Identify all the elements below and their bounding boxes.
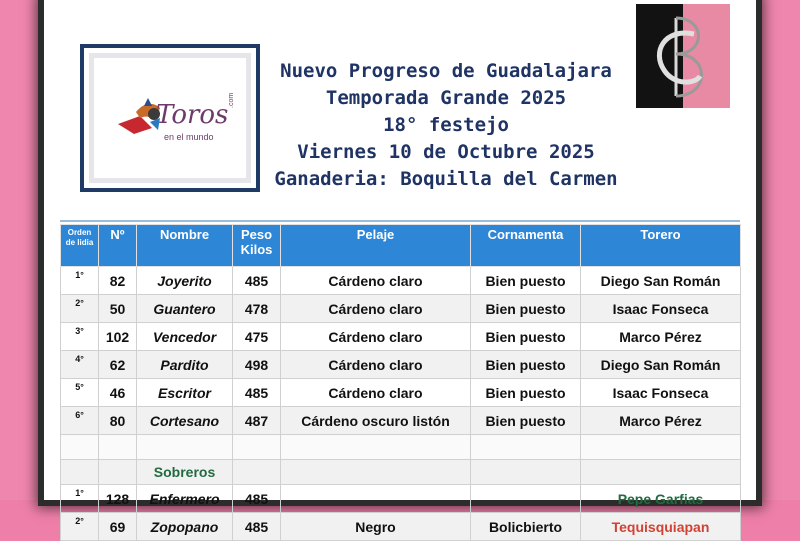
cell-cornamenta: Bien puesto <box>471 323 581 351</box>
cell-numero: 128 <box>99 485 137 513</box>
empty-cell <box>99 435 137 460</box>
empty-cell <box>581 460 741 485</box>
empty-cell <box>281 435 471 460</box>
cell-numero: 46 <box>99 379 137 407</box>
table-row <box>61 485 741 513</box>
cell-orden: 2° <box>61 513 99 541</box>
cell-nombre: Pardito <box>137 351 233 379</box>
cell-torero: Isaac Fonseca <box>581 379 741 407</box>
cell-cornamenta: Bien puesto <box>471 407 581 435</box>
cell-orden: 1° <box>61 485 99 513</box>
cell-pelaje: Cárdeno claro <box>281 323 471 351</box>
cell-peso: 485 <box>233 379 281 407</box>
cell-nombre: Cortesano <box>137 407 233 435</box>
cell-torero: Pepe Garfias <box>581 485 741 513</box>
empty-cell <box>137 435 233 460</box>
empty-cell <box>281 460 471 485</box>
cell-orden: 3° <box>61 323 99 351</box>
cell-torero: Tequisquiapan <box>581 513 741 541</box>
event-date: Viernes 10 de Octubre 2025 <box>297 141 595 163</box>
cell-pelaje: Cárdeno oscuro listón <box>281 407 471 435</box>
cell-torero: Marco Pérez <box>581 407 741 435</box>
table-row <box>61 267 741 295</box>
cell-nombre: Escritor <box>137 379 233 407</box>
sobreros-heading-row <box>61 460 741 485</box>
col-orden: Orden de lidia <box>61 225 99 267</box>
cell-torero: Isaac Fonseca <box>581 295 741 323</box>
cell-orden: 2° <box>61 295 99 323</box>
empty-cell <box>61 460 99 485</box>
cell-peso: 498 <box>233 351 281 379</box>
cell-pelaje: Cárdeno claro <box>281 351 471 379</box>
venue-title: Nuevo Progreso de Guadalajara <box>280 60 612 82</box>
empty-cell <box>471 460 581 485</box>
cell-numero: 62 <box>99 351 137 379</box>
cell-orden: 1° <box>61 267 99 295</box>
cell-numero: 80 <box>99 407 137 435</box>
cell-cornamenta: Bien puesto <box>471 379 581 407</box>
cell-torero: Diego San Román <box>581 267 741 295</box>
table-row <box>61 513 741 541</box>
cell-torero: Marco Pérez <box>581 323 741 351</box>
cell-numero: 50 <box>99 295 137 323</box>
empty-cell <box>233 460 281 485</box>
cell-cornamenta <box>471 485 581 513</box>
cell-pelaje: Cárdeno claro <box>281 267 471 295</box>
cell-numero: 102 <box>99 323 137 351</box>
table-header-row <box>61 225 741 267</box>
cell-pelaje <box>281 485 471 513</box>
cell-pelaje: Cárdeno claro <box>281 295 471 323</box>
cell-pelaje: Negro <box>281 513 471 541</box>
cell-torero: Diego San Román <box>581 351 741 379</box>
cell-peso: 478 <box>233 295 281 323</box>
cell-cornamenta: Bien puesto <box>471 267 581 295</box>
cell-pelaje: Cárdeno claro <box>281 379 471 407</box>
table-row <box>61 351 741 379</box>
empty-cell <box>471 435 581 460</box>
empty-cell <box>233 435 281 460</box>
col-peso: Peso Kilos <box>233 225 281 267</box>
col-numero: Nº <box>99 225 137 267</box>
cell-orden: 5° <box>61 379 99 407</box>
cell-orden: 4° <box>61 351 99 379</box>
empty-cell <box>581 435 741 460</box>
cell-nombre: Vencedor <box>137 323 233 351</box>
season-title: Temporada Grande 2025 <box>325 87 567 109</box>
ganaderia-name: Ganaderia: Boquilla del Carmen <box>274 168 618 190</box>
cell-nombre: Guantero <box>137 295 233 323</box>
header-divider <box>60 220 740 222</box>
logo-domain: .com <box>228 92 235 108</box>
logo-subtitle: en el mundo <box>164 132 214 142</box>
cell-cornamenta: Bolicbierto <box>471 513 581 541</box>
toros-logo-box <box>80 44 260 192</box>
cell-cornamenta: Bien puesto <box>471 295 581 323</box>
festejo-number: 18° festejo <box>383 114 509 136</box>
empty-cell <box>61 435 99 460</box>
col-nombre: Nombre <box>137 225 233 267</box>
document-sheet <box>60 0 740 535</box>
cell-peso: 487 <box>233 407 281 435</box>
cell-numero: 82 <box>99 267 137 295</box>
cell-nombre: Zopopano <box>137 513 233 541</box>
table-row <box>61 407 741 435</box>
logo-wordmark: Toros <box>156 100 229 130</box>
col-cornamenta: Cornamenta <box>471 225 581 267</box>
cell-peso: 485 <box>233 267 281 295</box>
col-torero: Torero <box>581 225 741 267</box>
table-row <box>61 295 741 323</box>
sobreros-label: Sobreros <box>137 460 233 485</box>
cell-orden: 6° <box>61 407 99 435</box>
cell-peso: 485 <box>233 513 281 541</box>
cell-cornamenta: Bien puesto <box>471 351 581 379</box>
empty-cell <box>99 460 137 485</box>
event-header <box>260 58 632 193</box>
cell-peso: 475 <box>233 323 281 351</box>
cell-numero: 69 <box>99 513 137 541</box>
table-spacer-row <box>61 435 741 460</box>
bc-monogram-icon <box>636 4 730 108</box>
col-pelaje: Pelaje <box>281 225 471 267</box>
bc-logo <box>636 4 730 108</box>
document-frame <box>44 0 756 535</box>
cell-nombre: Enfermero <box>137 485 233 513</box>
cell-nombre: Joyerito <box>137 267 233 295</box>
table-row <box>61 323 741 351</box>
table-row <box>61 379 741 407</box>
bulls-table <box>60 224 741 541</box>
cell-peso: 485 <box>233 485 281 513</box>
